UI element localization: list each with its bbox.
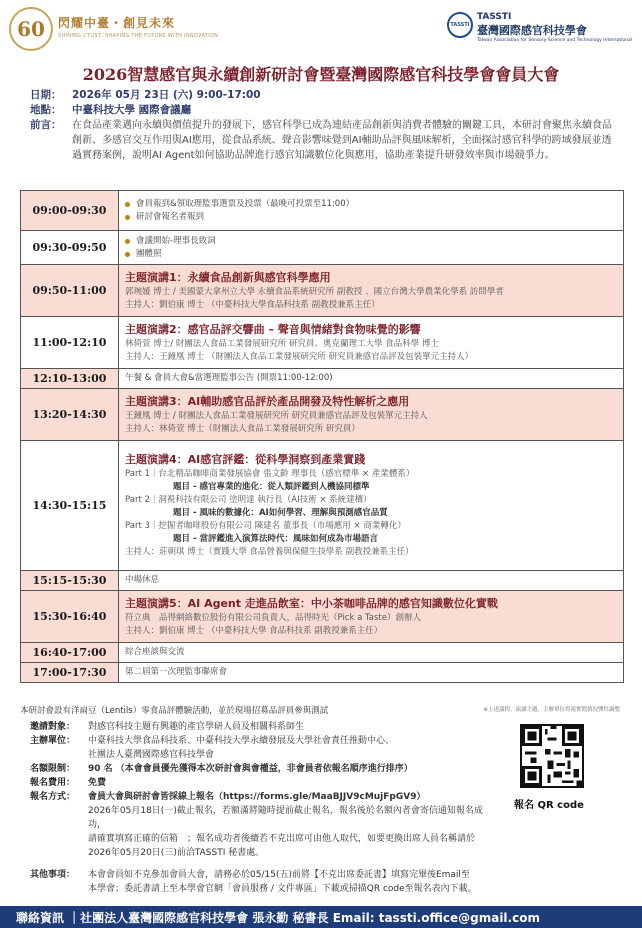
schedule-content: [119, 571, 624, 591]
date-row: [30, 88, 620, 103]
invite-label: 邀請對象：: [30, 722, 76, 732]
invite-value: 對感官科技主題有興趣的產官學研人員及相關科系師生: [88, 722, 305, 732]
limit-value: 90 名 （本會會員優先獲得本次研討會與會權益，非會員者依報名順序進行排序）: [88, 764, 413, 774]
other-label: 其他事項：: [30, 870, 76, 880]
schedule-content: [119, 643, 624, 663]
schedule-content: [119, 389, 624, 441]
other-row: [30, 868, 630, 882]
schedule-content: [119, 231, 624, 265]
part-subject: 題目 - 當評鑑進入演算法時代：風味如何成為市場語言: [173, 534, 378, 544]
part-speaker: Part 1｜台北精品咖啡商業發展協會 張文齡 理事長（感官標準 × 產業體系）: [125, 469, 415, 479]
schedule-item-text: 研討會報名者報到: [136, 211, 205, 222]
lentils-note: 本研討會設有洋扁豆（Lentils）零食品評體驗活動，並於現場招募品評員參與測試: [20, 706, 329, 716]
registration-info: [30, 720, 500, 860]
schedule-time: 16:40-17:00: [21, 643, 119, 663]
schedule-time: 09:00-09:30: [21, 191, 119, 231]
schedule-item-text: 午餐 & 會員大會&當選理監事公告 (開票11:00-12:00): [125, 373, 333, 383]
bullet-icon: [125, 202, 130, 207]
schedule-row: [21, 231, 624, 265]
schedule-content: [119, 663, 624, 683]
other-notes: [30, 868, 630, 896]
schedule-item-text: 會議開始-理事長致詞: [136, 235, 216, 246]
schedule-item: [125, 211, 617, 224]
anniversary-slogan: 閃耀中臺・創見未來: [58, 16, 176, 30]
method-detail: 請確實填寫正確的信箱 ；報名成功者後續若不克出席可由他人取代，如要更換出席人員名稱請於: [88, 834, 476, 844]
speaker-line: 林倚萱 博士/ 財團法人食品工業發展研究所 研究員、奧克蘭理工大學 食品科學 博士: [125, 338, 439, 349]
anniversary-logo-text: [58, 14, 218, 39]
keynote-topic: 主題演講3：AI輔助感官品評於產品開發及特性解析之應用: [125, 394, 410, 408]
host-row-2: [30, 748, 500, 762]
qr-code-icon[interactable]: [520, 724, 584, 788]
registration-link[interactable]: 會員大會與研討會皆採線上報名（https://forms.gle/MaaBJJV9cMujFpGV9）: [88, 792, 426, 802]
speaker-line: 符立典 品得網絡數位股份有限公司負責人，品得時光（Pick a Taste）創辦人: [125, 612, 421, 623]
schedule-row: [21, 643, 624, 663]
preface-label: 前言：: [30, 119, 62, 131]
schedule-row: [21, 571, 624, 591]
fee-value: 免費: [88, 778, 107, 788]
method-label: 報名方式：: [30, 792, 76, 802]
schedule-content: [119, 441, 624, 571]
tassti-badge-icon: [447, 12, 473, 38]
method-detail: 2026年05月20日(三)前洽TASSTI 秘書處。: [88, 848, 265, 858]
host-line: 主持人：劉伯康 博士 （中臺科技大學食品科技系 副教授兼系主任）: [125, 299, 380, 310]
keynote-topic: 主題演講5：AI Agent 走進品飲室：中小茶咖啡品牌的感官知識數位化實戰: [125, 596, 498, 610]
host-line: 主持人：王鐘凰 博士 （財團法人食品工業發展研究所 研究員兼感官品評及包裝單元主持人）: [125, 351, 474, 362]
schedule-time: 15:30-16:40: [21, 591, 119, 643]
tassti-name-zh: 臺灣國際感官科技學會: [476, 24, 587, 37]
schedule-content: [119, 369, 624, 389]
part-speaker: Part 2｜洞視科技有限公司 塗明達 執行長（AI技術 × 系統建構）: [125, 495, 372, 505]
place-row: [30, 103, 620, 118]
part-tag: Part 3: [125, 521, 150, 531]
schedule-time: 14:30-15:15: [21, 441, 119, 571]
part-speaker-text: 挖掘者咖啡股份有限公司 陳建名 董事長（市場應用 × 商業轉化）: [158, 521, 406, 531]
schedule-item: [125, 248, 617, 261]
date-value: 2026年 05月 23日 (六) 9:00-17:00: [72, 89, 261, 101]
schedule-item-text: 綜合座談與交流: [125, 647, 185, 657]
schedule-item: [125, 198, 617, 211]
part-tag: Part 2: [125, 495, 150, 505]
tassti-badge-text: TASSTI: [450, 22, 470, 28]
other-line: 本學會；委託書請上至本學會官網「會員服務 / 文件專區」下載或掃描QR code至報名表內下載。: [88, 884, 477, 894]
schedule-item-text: 第二屆第一次理監事聯席會: [125, 667, 228, 677]
method-row-3: [30, 832, 500, 846]
preface-text: 在食品產業邁向永續與價值提升的發展下，感官科學已成為連結產品創新與消費者體驗的關鍵工具，本研討會聚焦永續食品創新、多感官交互作用與AI應用，從食品系統、聲音影響味覺到AI輔助品評與風味解析，全面探討感官科學的跨域發展並透過實務案例，說明AI Agent如何協助品牌進行感官知識數位化與應用，協助產業提升研發效率與市場競爭力。: [72, 120, 612, 161]
bullet-icon: [125, 239, 130, 244]
event-title: 2026智慧感官與永續創新研討會暨臺灣國際感官科技學會會員大會: [82, 65, 560, 84]
part-tag: Part 1: [125, 469, 150, 479]
schedule-row: [21, 663, 624, 683]
schedule-row: [21, 369, 624, 389]
svg-text:60: 60: [17, 17, 45, 41]
schedule-item-text: 團體照: [136, 248, 162, 259]
tassti-abbr: TASSTI: [476, 12, 512, 22]
schedule-item-text: 中場休息: [125, 575, 160, 585]
host-line: 主持人：莊朝琪 博士（實踐大學 食品營養與保健生技學系 副教授兼系主任）: [125, 547, 414, 557]
method-row-2: [30, 804, 500, 832]
event-info: [30, 88, 620, 163]
schedule-item: [125, 235, 617, 248]
60th-anniversary-logo-icon: [8, 6, 54, 52]
host-value: 中臺科技大學食品科技系、中臺科技大學永續發展及大學社會責任推動中心、: [88, 736, 395, 746]
schedule-content: [119, 317, 624, 369]
part-speaker: Part 3｜挖掘者咖啡股份有限公司 陳建名 董事長（市場應用 × 商業轉化）: [125, 521, 406, 531]
schedule-time: 12:10-13:00: [21, 369, 119, 389]
schedule-row: [21, 265, 624, 317]
contact-footer: 聯絡資訊 ｜社團法人臺灣國際感官科技學會 張永勤 秘書長 Email: tassti.office@gmail.com: [0, 906, 642, 928]
host-line: 主持人：林倚萱 博士（財團法人食品工業發展研究所 研究員）: [125, 423, 360, 434]
tassti-logo: [447, 12, 632, 43]
place-value: 中臺科技大學 國際會議廳: [72, 104, 192, 116]
keynote-topic: 主題演講1：永續食品創新與感官科學應用: [125, 270, 331, 284]
host-line: 主持人：劉伯康 博士 （中臺科技大學 食品科技系 副教授兼系主任）: [125, 625, 383, 636]
schedule-time: 13:20-14:30: [21, 389, 119, 441]
schedule-time: 17:00-17:30: [21, 663, 119, 683]
schedule-row: [21, 317, 624, 369]
schedule-table: [20, 190, 624, 683]
preface-row: [30, 118, 620, 163]
schedule-time: 11:00-12:10: [21, 317, 119, 369]
tassti-name-en: Taiwan Association for Sensory Science and Technology International: [476, 38, 632, 43]
method-detail: 2026年05月18日(一)截止報名，若額滿將隨時提前截止報名，報名後於名額內者會寄信通知報名成功，: [88, 806, 483, 830]
part-speaker-text: 洞視科技有限公司 塗明達 執行長（AI技術 × 系統建構）: [158, 495, 372, 505]
method-row: [30, 790, 500, 804]
qr-code-label: 報名 QR code: [514, 800, 584, 811]
limit-row: [30, 762, 500, 776]
speaker-line: 王鐘凰 博士 / 財團法人食品工業發展研究所 研究員兼感官品評及包裝單元主持人: [125, 410, 428, 421]
host-value-2: 社團法人臺灣國際感官科技學會: [88, 750, 215, 760]
invite-row: [30, 720, 500, 734]
limit-label: 名額限制：: [30, 764, 76, 774]
host-label: 主辦單位：: [30, 736, 76, 746]
page-header: [0, 0, 642, 60]
schedule-item-text: 會員報到&領取理監事選票及投票（最晚可投票至11:00）: [136, 198, 355, 209]
method-row-4: [30, 846, 500, 860]
fee-row: [30, 776, 500, 790]
schedule-row: [21, 191, 624, 231]
schedule-content: [119, 191, 624, 231]
bullet-icon: [125, 215, 130, 220]
place-label: 地點：: [30, 104, 62, 116]
schedule-time: 09:30-09:50: [21, 231, 119, 265]
part-subject: 題目 - 感官專業的進化：從人類評鑑到人機協同標準: [173, 482, 370, 492]
schedule-row: [21, 591, 624, 643]
date-label: 日期：: [30, 89, 62, 101]
bullet-icon: [125, 252, 130, 257]
schedule-row: [21, 389, 624, 441]
keynote-topic: 主題演講2：感官品評交響曲 – 聲音與情緒對食物味覺的影響: [125, 322, 421, 336]
schedule-time: 15:15-15:30: [21, 571, 119, 591]
schedule-row: [21, 441, 624, 571]
other-line: 本會會員如不克參加會員大會，請務必於05/15(五)前將【不克出席委託書】填寫完畢後Email至: [88, 870, 470, 880]
speaker-line: 郭琬媛 博士 / 美國蒙大拿州立大學 永續食品系統研究所 副教授 、國立台灣大學農業化學系 訪問學者: [125, 286, 504, 297]
host-row: [30, 734, 500, 748]
schedule-content: [119, 591, 624, 643]
anniversary-slogan-en: SHINING CTUST, SHAPING THE FUTURE WITH INNOVATION: [58, 33, 219, 39]
fee-label: 報名費用：: [30, 778, 76, 788]
schedule-time: 09:50-11:00: [21, 265, 119, 317]
keynote-topic: 主題演講4：AI感官評鑑：從科學洞察到產業實踐: [125, 453, 366, 466]
schedule-disclaimer: ※上述議程、演講主題、主辦單位得視實際情況彈性調整: [483, 707, 620, 713]
schedule-content: [119, 265, 624, 317]
part-subject: 題目 - 風味的數據化：AI如何學習、理解與預測感官品質: [173, 508, 388, 518]
part-speaker-text: 台北精品咖啡商業發展協會 張文齡 理事長（感官標準 × 產業體系）: [158, 469, 415, 479]
